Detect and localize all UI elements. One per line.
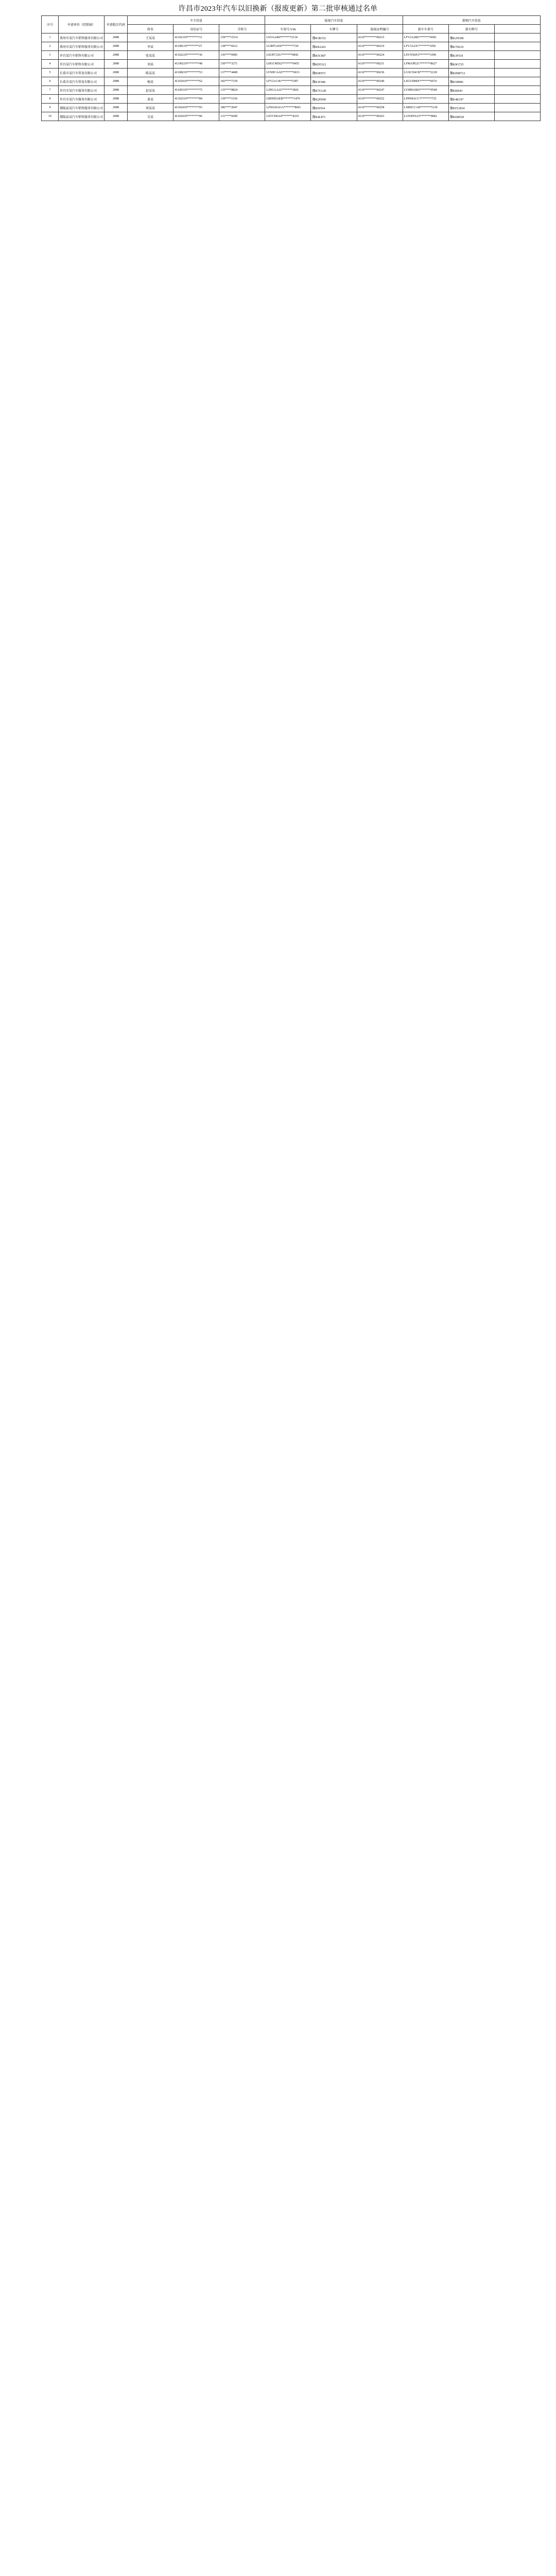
cell-blank	[494, 77, 540, 86]
cell-code: 2088	[105, 33, 128, 42]
cell-cert: 4110********00236	[357, 69, 403, 77]
cell-code: 2088	[105, 51, 128, 60]
header-new-vin: 新车车架号	[403, 25, 448, 33]
cell-new-vin: LFV2A2BU*******4581	[403, 33, 448, 42]
cell-name: 李某	[128, 42, 173, 51]
cell-id: 41108219********53	[173, 69, 219, 77]
cell-code: 2088	[105, 69, 128, 77]
cell-unit: 许昌某汽车销售有限公司	[59, 51, 105, 60]
cell-blank	[494, 95, 540, 104]
cell-unit: 禹州市某汽车销售服务有限公司	[59, 33, 105, 42]
cell-seq: 4	[42, 60, 59, 69]
cell-unit: 长葛市某汽车贸易有限公司	[59, 77, 105, 86]
cell-unit: 许昌市某汽车服务有限公司	[59, 95, 105, 104]
cell-new-vin: LVHRS1865*******0549	[403, 86, 448, 95]
header-new-plate: 新车牌号	[448, 25, 494, 33]
cell-seq: 3	[42, 51, 59, 60]
table-row	[42, 51, 541, 60]
cell-name: 陈某某	[128, 69, 173, 77]
approval-list-table	[41, 15, 541, 121]
cell-new-vin: LFPH4ACC*******7725	[403, 95, 448, 104]
cell-unit: 禹州市某汽车销售服务有限公司	[59, 42, 105, 51]
cell-name: 赵某某	[128, 86, 173, 95]
cell-seq: 8	[42, 95, 59, 104]
cell-blank	[494, 112, 540, 121]
cell-new-vin: LFV3A23C*******1056	[403, 42, 448, 51]
table-row	[42, 86, 541, 95]
header-vin: 车架号/VIN	[265, 25, 311, 33]
cell-id: 41102419********06	[173, 112, 219, 121]
cell-id: 41102419********93	[173, 104, 219, 112]
cell-name: 吴某	[128, 112, 173, 121]
cell-new-plate: 豫K6M520	[448, 112, 494, 121]
cell-phone: 159****2314	[219, 33, 265, 42]
cell-phone: 136****0985	[219, 51, 265, 60]
table-row	[42, 42, 541, 51]
cell-new-plate: 豫K4K197	[448, 95, 494, 104]
cell-cert: 4110********00258	[357, 104, 403, 112]
table-row	[42, 104, 541, 112]
cell-new-vin: LSGUD84X*******6674	[403, 77, 448, 86]
cell-blank	[494, 33, 540, 42]
cell-blank	[494, 104, 540, 112]
cell-code: 2088	[105, 77, 128, 86]
cell-id: 41102219********36	[173, 51, 219, 60]
cell-seq: 2	[42, 42, 59, 51]
cell-seq: 7	[42, 86, 59, 95]
cell-new-vin: LNBSCCAH*******5130	[403, 104, 448, 112]
cell-name: 王某某	[128, 33, 173, 42]
header-phone: 手机号	[219, 25, 265, 33]
document-title: 许昌市2023年汽车以旧换新（报废更新）第二批审核通过名单	[178, 5, 378, 13]
table-row	[42, 60, 541, 69]
header-group-old: 车主信息	[128, 16, 265, 25]
cell-id: 41102419********62	[173, 77, 219, 86]
cell-new-plate: 豫K7D210	[448, 42, 494, 51]
cell-cert: 4110********00240	[357, 77, 403, 86]
header-plate: 车牌号	[311, 25, 357, 33]
cell-cert: 4110********00247	[357, 86, 403, 95]
cell-new-plate: 豫KF21834	[448, 104, 494, 112]
cell-blank	[494, 86, 540, 95]
cell-new-plate: 豫K9G725	[448, 60, 494, 69]
cell-blank	[494, 60, 540, 69]
cell-unit: 鄢陵县某汽车销售服务有限公司	[59, 104, 105, 112]
cell-phone: 135****8824	[219, 86, 265, 95]
cell-vin: LFV2A11K*******5387	[265, 77, 311, 86]
cell-vin: LGBF5AE0*******7720	[265, 42, 311, 51]
table-row	[42, 112, 541, 121]
cell-seq: 5	[42, 69, 59, 77]
cell-plate: 豫K6E973	[311, 69, 357, 77]
cell-plate: 豫K4L871	[311, 112, 357, 121]
cell-blank	[494, 69, 540, 77]
header-unit: 申请单位（经销商）	[59, 16, 105, 33]
cell-unit: 鄢陵县某汽车销售服务有限公司	[59, 112, 105, 121]
cell-cert: 4110********00252	[357, 95, 403, 104]
cell-phone: 139****1536	[219, 95, 265, 104]
cell-id: 41108119********27	[173, 42, 219, 51]
cell-vin: LSGPC52U*******9842	[265, 51, 311, 60]
cell-name: 刘某	[128, 60, 173, 69]
cell-new-plate: 豫K8J643	[448, 86, 494, 95]
cell-plate: 豫K7G128	[311, 86, 357, 95]
cell-id: 41102519********84	[173, 95, 219, 104]
cell-id: 41100219********48	[173, 60, 219, 69]
cell-code: 2088	[105, 112, 128, 121]
cell-code: 2088	[105, 95, 128, 104]
table-row	[42, 95, 541, 104]
header-name: 姓名	[128, 25, 173, 33]
header-id: 身份证号	[173, 25, 219, 33]
cell-plate: 豫KD5312	[311, 60, 357, 69]
cell-phone: 137****4408	[219, 69, 265, 77]
cell-unit: 长葛市某汽车贸易有限公司	[59, 69, 105, 77]
cell-vin: LSVAA49J*******2134	[265, 33, 311, 42]
cell-vin: LVSHCAAE*******6013	[265, 69, 311, 77]
cell-plate: 豫K1F446	[311, 77, 357, 86]
cell-vin: LJDGAA22*******3826	[265, 86, 311, 95]
cell-seq: 6	[42, 77, 59, 86]
header-seq: 序号	[42, 16, 59, 33]
cell-cert: 4110********00215	[357, 33, 403, 42]
cell-plate: 豫K5C807	[311, 51, 357, 60]
cell-cert: 4110********00224	[357, 51, 403, 60]
cell-unit: 许昌某汽车销售有限公司	[59, 60, 105, 69]
cell-new-plate: 豫K2N368	[448, 33, 494, 42]
cell-code: 2088	[105, 60, 128, 69]
cell-phone: 150****3271	[219, 60, 265, 69]
cell-new-vin: LGXCE4CB*******2218	[403, 69, 448, 77]
cell-vin: LSVCH6A4*******4235	[265, 112, 311, 121]
cell-new-plate: 豫KD08712	[448, 69, 494, 77]
cell-new-vin: LGWEF6A5*******9842	[403, 112, 448, 121]
cell-code: 2088	[105, 42, 128, 51]
cell-new-plate: 豫K3F519	[448, 51, 494, 60]
cell-plate: 豫K3B152	[311, 33, 357, 42]
header-cert: 报废证明编号	[357, 25, 403, 33]
cell-new-vin: LSVNX6F2*******3390	[403, 51, 448, 60]
cell-id: 41102319********11	[173, 33, 219, 42]
cell-vin: LZWADAGA*******8691	[265, 104, 311, 112]
cell-phone: 131****6690	[219, 112, 265, 121]
header-code: 申请批次代码	[105, 16, 128, 33]
cell-seq: 10	[42, 112, 59, 121]
table-header-group-row	[42, 16, 541, 25]
cell-new-vin: LFMAPE2C*******8627	[403, 60, 448, 69]
cell-plate: 豫K2H590	[311, 95, 357, 104]
table-row	[42, 69, 541, 77]
cell-name: 杨某	[128, 77, 173, 86]
cell-code: 2088	[105, 104, 128, 112]
cell-name: 周某某	[128, 104, 173, 112]
cell-unit: 许昌市某汽车服务有限公司	[59, 86, 105, 95]
table-row	[42, 33, 541, 42]
cell-seq: 1	[42, 33, 59, 42]
cell-new-plate: 豫K5H081	[448, 77, 494, 86]
table-row	[42, 77, 541, 86]
cell-name: 黄某	[128, 95, 173, 104]
header-new-plate-2	[494, 25, 540, 33]
cell-blank	[494, 51, 540, 60]
cell-cert: 4110********00219	[357, 42, 403, 51]
cell-seq: 9	[42, 104, 59, 112]
cell-vin: LHGCM562*******0455	[265, 60, 311, 69]
cell-cert: 4110********00231	[357, 60, 403, 69]
header-group-new: 新购汽车信息	[403, 16, 540, 25]
cell-code: 2088	[105, 86, 128, 95]
header-group-scrap: 报废汽车信息	[265, 16, 403, 25]
cell-cert: 4110********00263	[357, 112, 403, 121]
cell-name: 张某某	[128, 51, 173, 60]
cell-phone: 186****2047	[219, 104, 265, 112]
cell-phone: 182****7159	[219, 77, 265, 86]
cell-id: 41100319********75	[173, 86, 219, 95]
cell-phone: 138****6612	[219, 42, 265, 51]
cell-plate: 豫K9J354	[311, 104, 357, 112]
cell-plate: 豫K8A261	[311, 42, 357, 51]
cell-vin: LBEHDAEB*******1470	[265, 95, 311, 104]
cell-blank	[494, 42, 540, 51]
